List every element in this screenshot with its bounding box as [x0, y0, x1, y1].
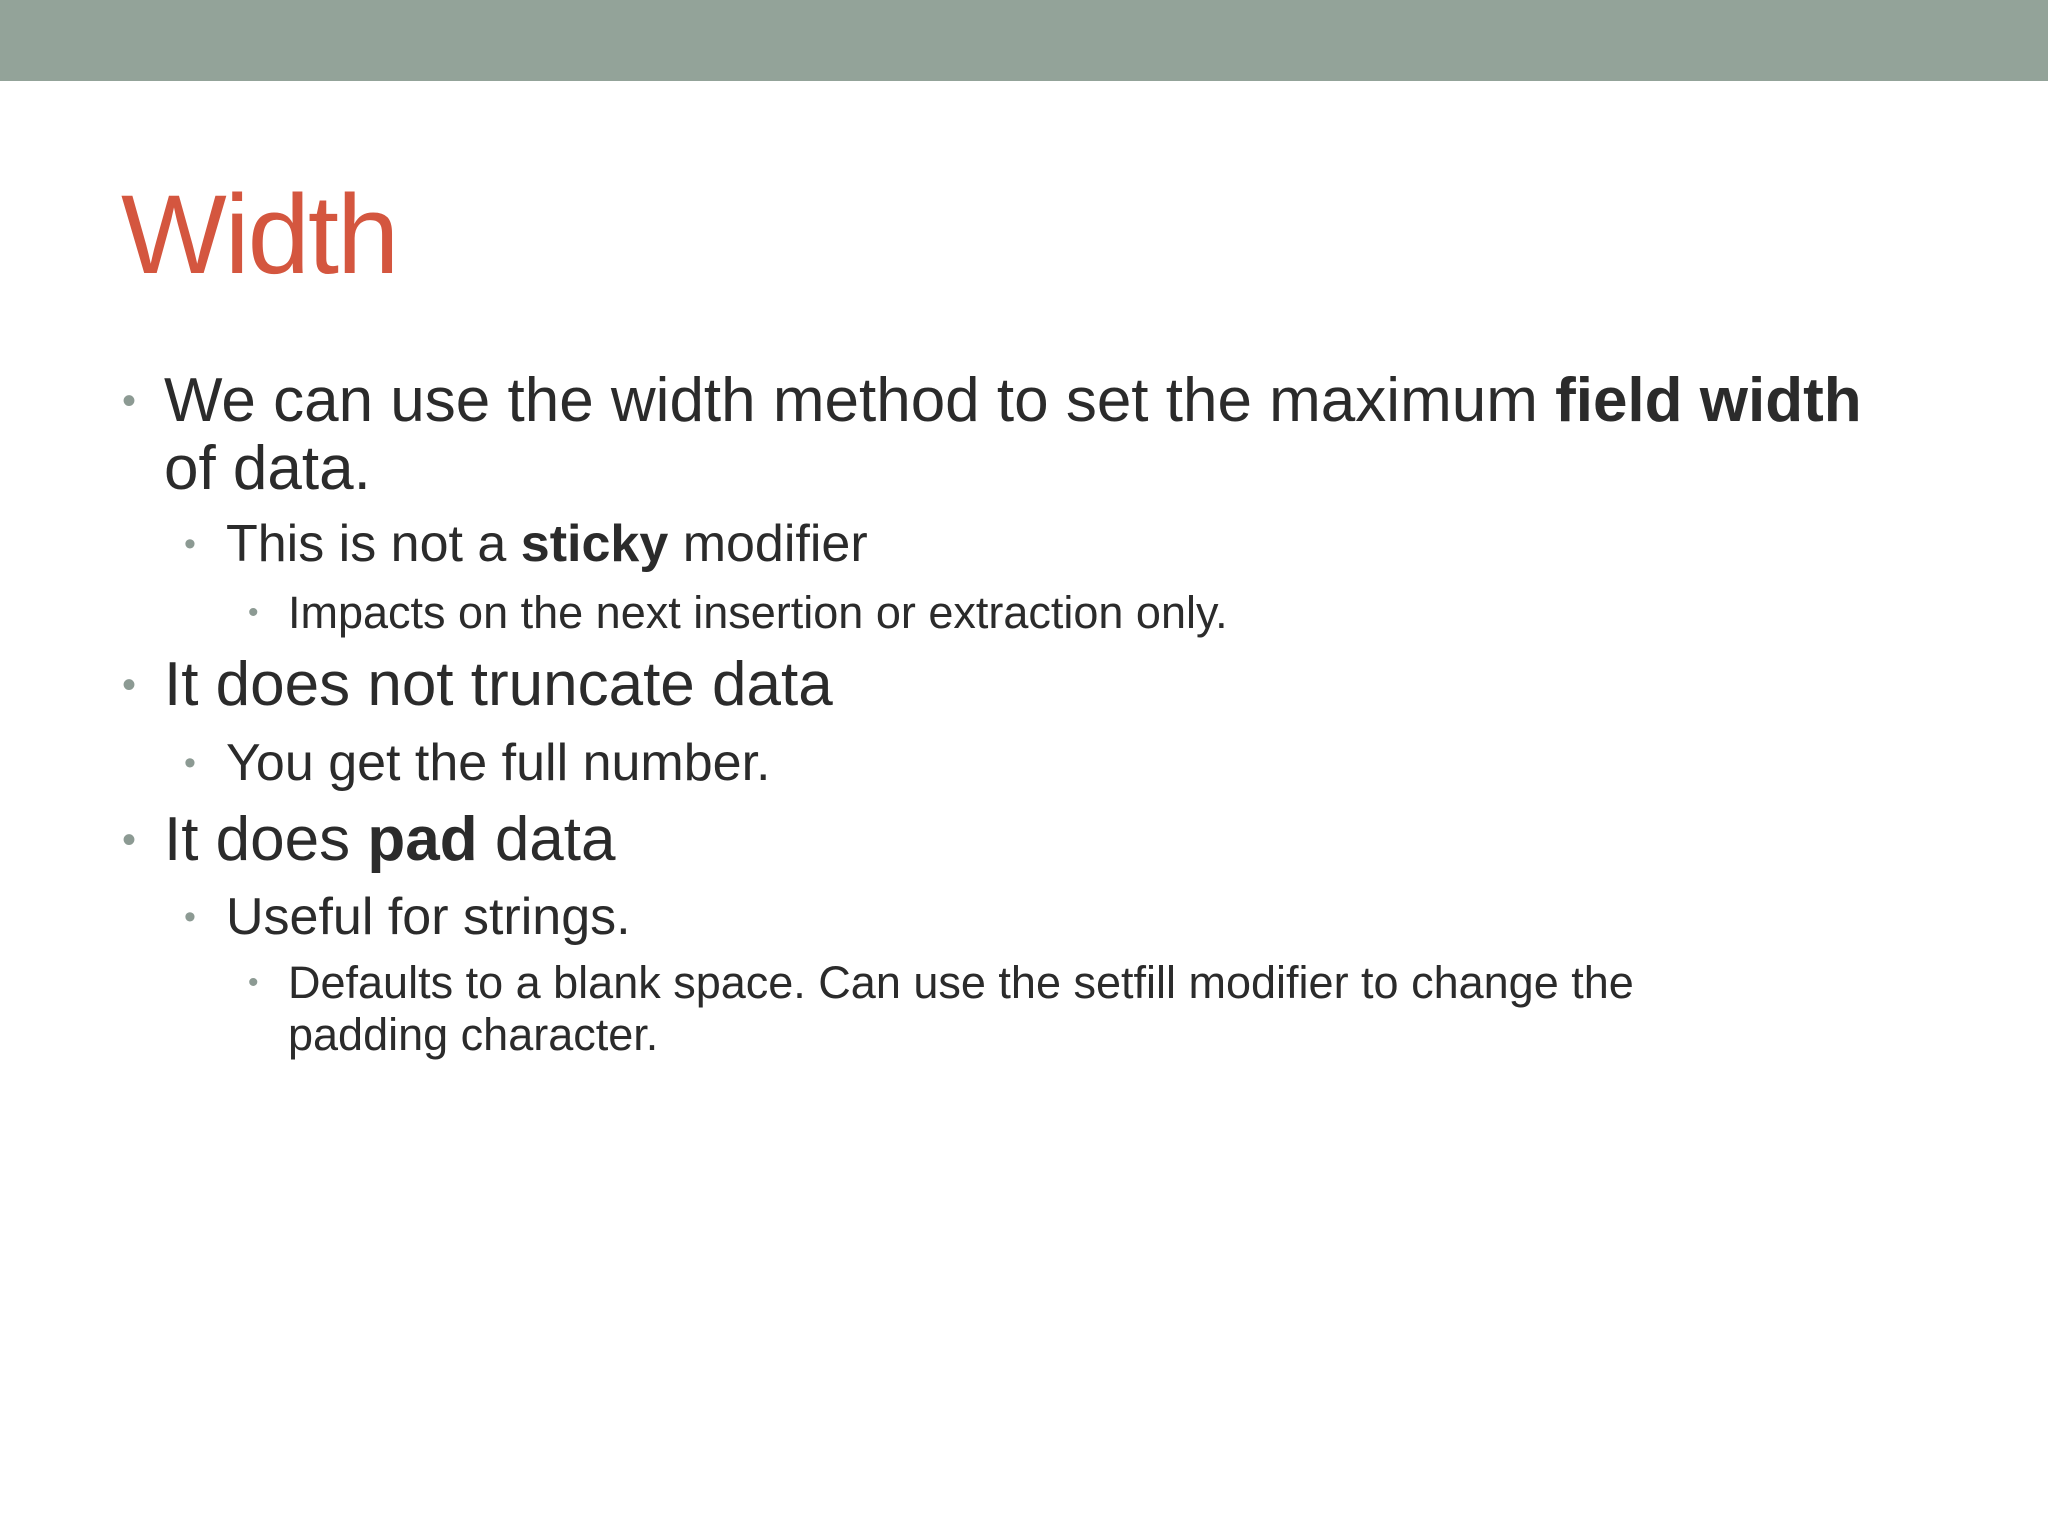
- bullet-bold-text: field width: [1555, 366, 1862, 435]
- bullet-dot-icon: •: [122, 379, 137, 423]
- bullet-text: We can use the width method to set the maximum: [164, 366, 1556, 435]
- bullet-text: modifier: [668, 515, 868, 573]
- bullet-text: It does not truncate data: [164, 650, 833, 719]
- bullet-text: You get the full number.: [226, 734, 771, 792]
- bullet-dot-icon: •: [184, 898, 196, 936]
- bullet-level2-full-number: [184, 733, 1926, 793]
- bullet-dot-icon: •: [248, 966, 259, 999]
- bullet-bold-text: sticky: [520, 515, 669, 573]
- bullet-dot-icon: •: [248, 596, 259, 629]
- bullet-text: data: [477, 805, 616, 874]
- bullet-text: Useful for strings.: [226, 888, 631, 946]
- bullet-text: Impacts on the next insertion or extraction only.: [288, 587, 1228, 638]
- bullet-dot-icon: •: [184, 744, 196, 782]
- bullet-level1-field-width: [122, 366, 1924, 503]
- bullet-level3-defaults: [248, 957, 1788, 1061]
- bullet-dot-icon: •: [122, 818, 137, 862]
- bullet-level2-strings: [184, 887, 1926, 947]
- bullet-level3-impacts: [248, 587, 1788, 639]
- bullet-text: of data.: [164, 434, 371, 503]
- bullet-level1-truncate: [122, 650, 1924, 719]
- slide-title: Width: [121, 172, 398, 297]
- bullet-bold-text: pad: [367, 805, 478, 874]
- bullet-text: This is not a: [226, 515, 521, 573]
- bullet-text: It does: [164, 805, 368, 874]
- bullet-level2-sticky: [184, 514, 1926, 574]
- bullet-dot-icon: •: [122, 663, 137, 707]
- bullet-dot-icon: •: [184, 525, 196, 563]
- bullet-level1-pad: [122, 805, 1924, 874]
- bullet-text: Defaults to a blank space. Can use the setfill modifier to change the padding character.: [288, 957, 1634, 1060]
